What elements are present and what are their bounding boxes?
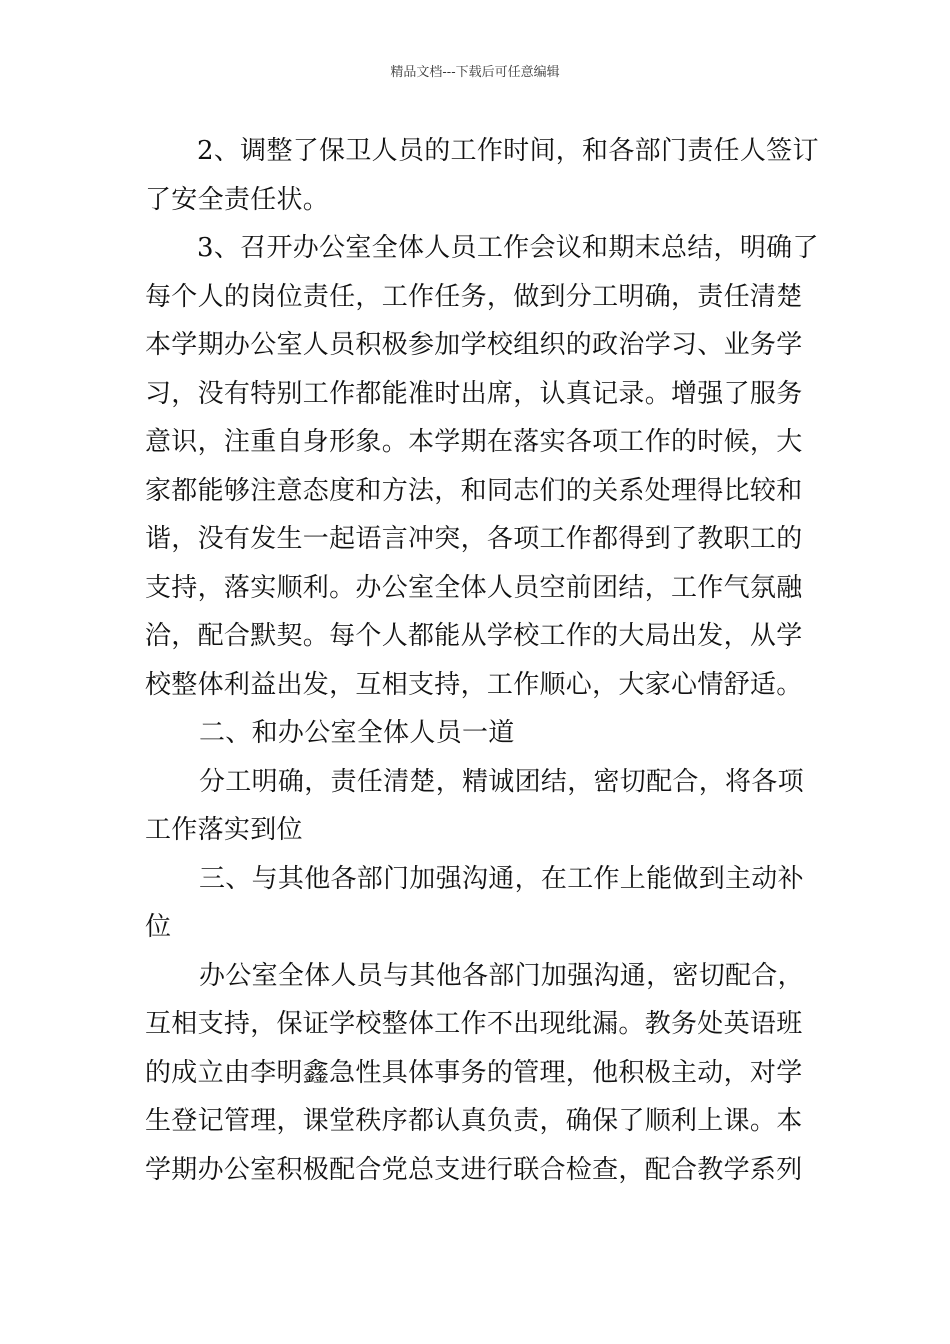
paragraph-line: 办公室全体人员与其他各部门加强沟通，密切配合，	[199, 960, 804, 991]
paragraph-line: 了安全责任状。	[145, 184, 330, 215]
paragraph-line: 3、召开办公室全体人员工作会议和期末总结，明确了	[197, 233, 819, 263]
paragraph-line: 分工明确，责任清楚，精诚团结，密切配合，将各项	[199, 766, 804, 797]
page-header: 精品文档---下载后可任意编辑	[390, 65, 560, 80]
paragraph-line: 工作落实到位	[145, 815, 303, 845]
document-body	[145, 127, 819, 1194]
section-heading: 位	[145, 912, 172, 942]
paragraph-line: 2、调整了保卫人员的工作时间，和各部门责任人签订	[197, 136, 819, 166]
paragraph-line: 校整体利益出发，互相支持，工作顺心，大家心情舒适。	[145, 669, 803, 700]
paragraph-line: 本学期办公室人员积极参加学校组织的政治学习、业务学	[145, 330, 803, 360]
paragraph-line: 洽，配合默契。每个人都能从学校工作的大局出发，从学	[145, 621, 803, 651]
paragraph-line: 家都能够注意态度和方法，和同志们的关系处理得比较和	[145, 475, 803, 506]
paragraph-line: 的成立由李明鑫急性具体事务的管理，他积极主动，对学	[145, 1057, 803, 1088]
paragraph-line: 生登记管理，课堂秩序都认真负责，确保了顺利上课。本	[145, 1106, 803, 1136]
paragraph-line: 学期办公室积极配合党总支进行联合检查，配合教学系列	[145, 1154, 803, 1185]
paragraph-line: 意识，注重自身形象。本学期在落实各项工作的时候，大	[145, 427, 803, 457]
section-heading: 二、和办公室全体人员一道	[199, 718, 515, 748]
paragraph-line: 每个人的岗位责任，工作任务，做到分工明确，责任清楚	[145, 281, 803, 312]
section-heading: 三、与其他各部门加强沟通，在工作上能做到主动补	[199, 863, 804, 894]
paragraph-line: 习，没有特别工作都能准时出席，认真记录。增强了服务	[145, 378, 803, 409]
paragraph-line: 谐，没有发生一起语言冲突，各项工作都得到了教职工的	[145, 524, 803, 554]
paragraph-line: 互相支持，保证学校整体工作不出现纰漏。教务处英语班	[145, 1009, 803, 1039]
paragraph-line: 支持，落实顺利。办公室全体人员空前团结，工作气氛融	[145, 572, 803, 603]
